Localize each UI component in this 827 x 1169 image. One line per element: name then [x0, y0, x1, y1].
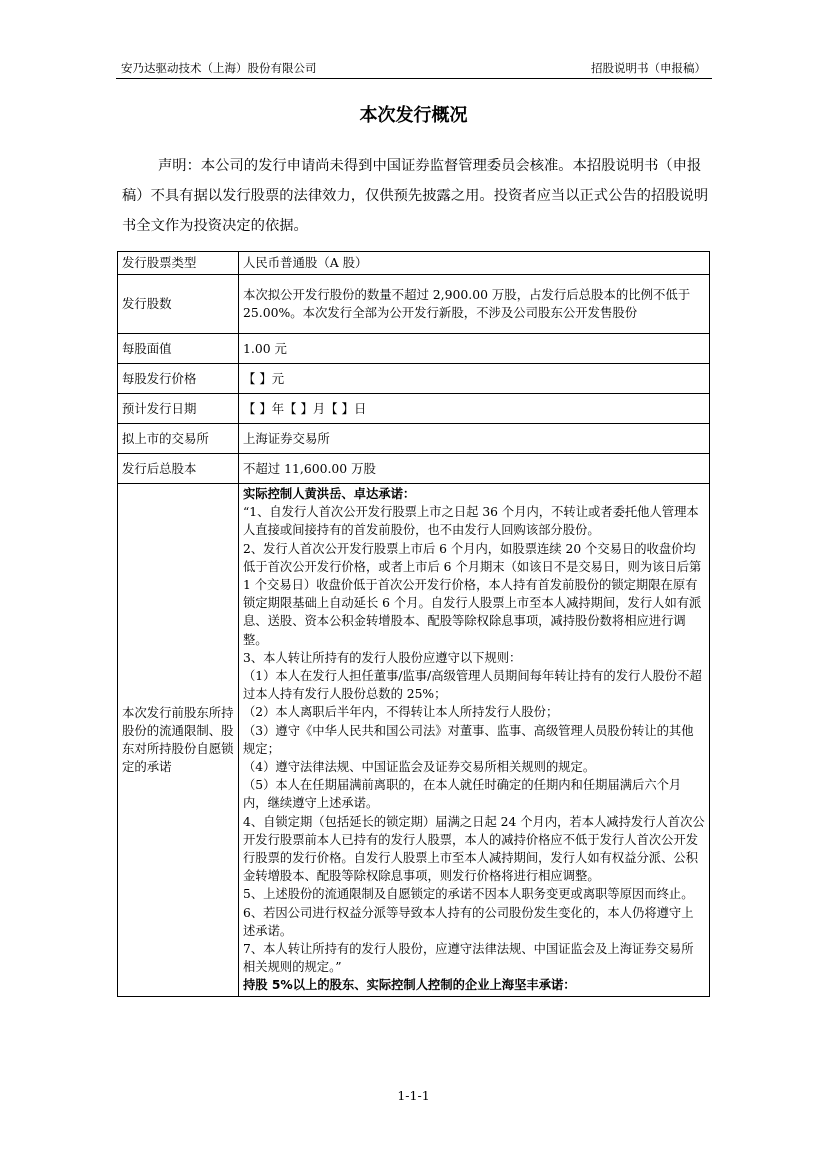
- commitment-paragraph: 4、自锁定期（包括延长的锁定期）届满之日起 24 个月内，若本人减持发行人首次公开发行股票前本人已持有的发行人股票，本人的减持价格应不低于发行人首次公开发行股票的发行价格。自发行人股票上市至本人减持期间，发行人如有权益分派、公积金转增股本、配股等除权除息事项，则发行价格将进行相应调整。: [243, 814, 705, 884]
- row-value: 人民币普通股（A 股）: [239, 252, 710, 275]
- commitment-paragraph: 5、上述股份的流通限制及自愿锁定的承诺不因本人职务变更或离职等原因而终止。: [243, 887, 694, 902]
- row-label: 拟上市的交易所: [118, 424, 239, 454]
- commitment-paragraph: （3）遵守《中华人民共和国公司法》对董事、监事、高级管理人员股份转让的其他规定；: [243, 723, 694, 756]
- table-row: [118, 394, 710, 424]
- row-value: 【 】元: [239, 364, 710, 394]
- row-label: 发行后总股本: [118, 454, 239, 484]
- table-row: [118, 454, 710, 484]
- table-row-commitment: [118, 484, 710, 997]
- page-title: 本次发行概况: [359, 105, 468, 126]
- disclaimer-statement: 声明：本公司的发行申请尚未得到中国证券监督管理委员会核准。本招股说明书（申报稿）不具有据以发行股票的法律效力，仅供预先披露之用。投资者应当以正式公告的招股说明书全文作为投资决定的依据。: [122, 158, 709, 234]
- row-value: 本次拟公开发行股份的数量不超过 2,900.00 万股，占发行后总股本的比例不低于 25.00%。本次发行全部为公开发行新股，不涉及公司股东公开发售股份: [239, 275, 710, 334]
- row-label: 发行股票类型: [118, 252, 239, 275]
- row-value: 1.00 元: [239, 334, 710, 364]
- row-label: 每股面值: [118, 334, 239, 364]
- page-number: 1-1-1: [397, 1088, 430, 1103]
- commitment-paragraph: 3、本人转让所持有的发行人股份应遵守以下规则：: [243, 650, 522, 665]
- commitment-paragraph: 7、本人转让所持有的发行人股份，应遵守法律法规、中国证监会及上海证券交易所相关规则的规定。”: [243, 942, 694, 975]
- row-label: 每股发行价格: [118, 364, 239, 394]
- row-label: 发行股数: [118, 275, 239, 334]
- offering-summary-table: [117, 251, 710, 997]
- commitment-paragraph: 6、若因公司进行权益分派等导致本人持有的公司股份发生变化的，本人仍将遵守上述承诺。: [243, 905, 694, 938]
- commitment-paragraph: “1、自发行人首次公开发行股票上市之日起 36 个月内，不转让或者委托他人管理本人直接或间接持有的首发前股份，也不由发行人回购该部分股份。: [243, 505, 699, 538]
- commitment-paragraph: 2、发行人首次公开发行股票上市后 6 个月内，如股票连续 20 个交易日的收盘价均低于首次公开发行价格，或者上市后 6 个月期末（如该日不是交易日，则为该日后第 1 个交易日）收盘价低于首次公开发行价格，本人持有首发前股份的锁定期限在原有锁定期限基础上自动延长 6 个月。自发行人股票上市至本人减持期间，发行人如有派息、送股、资本公积金转增股本、配股等除权除息事项，减持股份数将相应进行调整。: [243, 541, 702, 647]
- row-label: 预计发行日期: [118, 394, 239, 424]
- commitment-paragraph: （2）本人离职后半年内，不得转让本人所持发行人股份；: [243, 705, 559, 720]
- commitment-heading-shareholders: 持股 5%以上的股东、实际控制人控制的企业上海坚丰承诺：: [243, 978, 576, 993]
- row-value: 不超过 11,600.00 万股: [239, 454, 710, 484]
- header-doc-type: 招股说明书（申报稿）: [591, 61, 706, 75]
- commitment-paragraph: （4）遵守法律法规、中国证监会及证券交易所相关规则的规定。: [243, 760, 596, 775]
- header-company: 安乃达驱动技术（上海）股份有限公司: [121, 61, 317, 75]
- commitment-paragraph: （5）本人在任期届满前离职的，在本人就任时确定的任期内和任期届满后六个月内，继续遵守上述承诺。: [243, 778, 682, 811]
- table-row: [118, 334, 710, 364]
- table-row: [118, 364, 710, 394]
- row-value: 上海证券交易所: [239, 424, 710, 454]
- commitment-paragraph: （1）本人在发行人担任董事/监事/高级管理人员期间每年转让持有的发行人股份不超过本人持有发行人股份总数的 25%；: [243, 669, 702, 702]
- row-value: 【 】年【 】月【 】日: [239, 394, 710, 424]
- page-header: [116, 56, 712, 79]
- table-row: [118, 275, 710, 334]
- table-row: [118, 252, 710, 275]
- commitment-label: 本次发行前股东所持股份的流通限制、股东对所持股份自愿锁定的承诺: [118, 484, 239, 997]
- commitment-heading-controllers: 实际控制人黄洪岳、卓达承诺：: [243, 487, 416, 501]
- table-row: [118, 424, 710, 454]
- commitment-content: [239, 484, 710, 997]
